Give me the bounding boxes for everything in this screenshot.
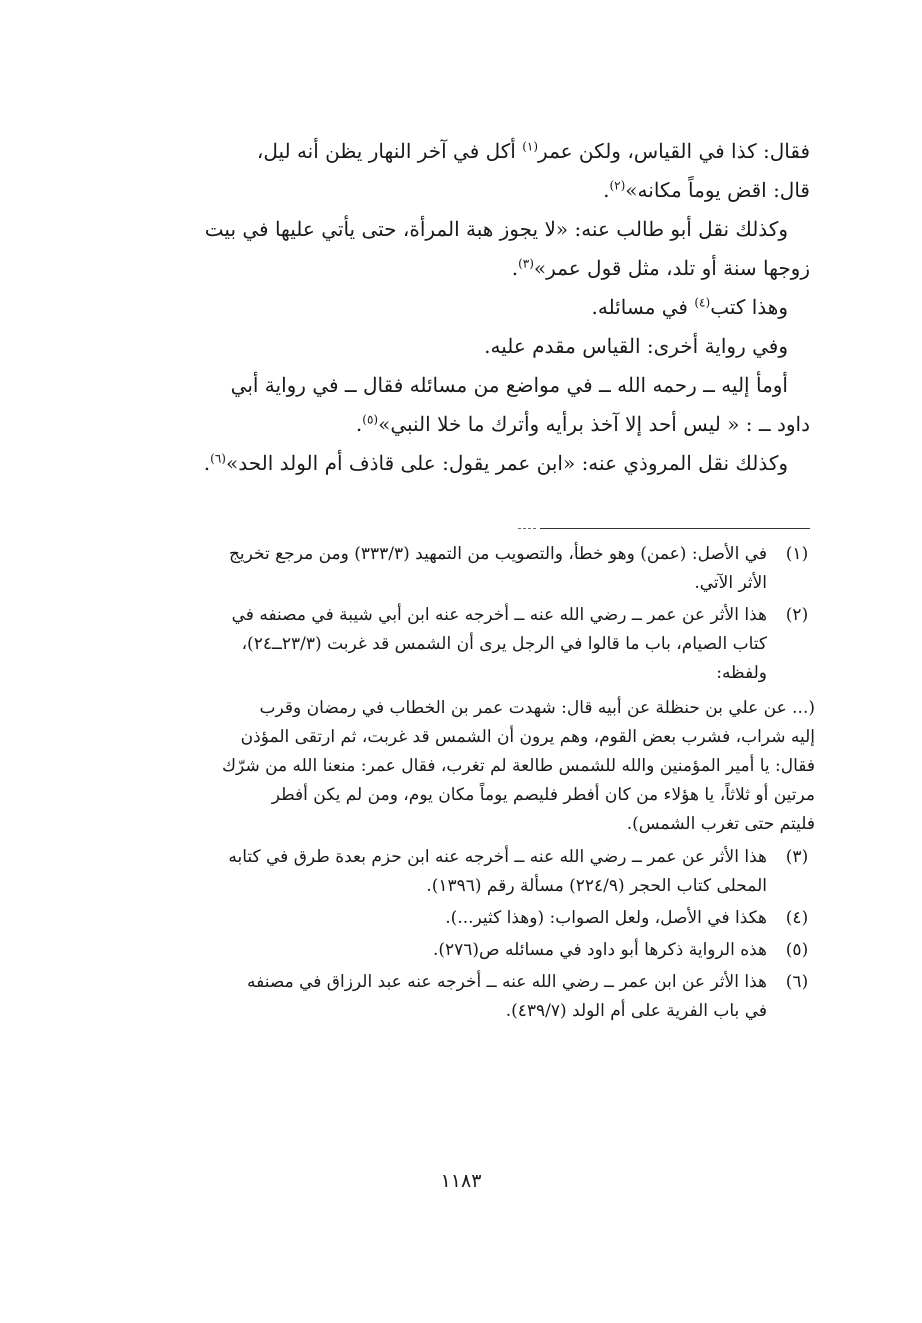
page-number: ١١٨٣ <box>440 1170 482 1192</box>
footnote-line: هذا الأثر عن ابن عمر ــ رضي الله عنه ــ أخرجه عنه عبد الرزاق في مصنفه <box>246 972 767 992</box>
main-line-7: أومأ إليه ــ رحمه الله ــ في مواضع من مسائله فقال ــ في رواية أبي <box>230 373 788 397</box>
footnote-line: في الأصل: (عمن) وهو خطأ، والتصويب من التمهيد (٣٣٣/٣) ومن مرجع تخريج <box>228 544 767 564</box>
footnote-separator-dash <box>518 528 536 529</box>
footnote-text <box>135 540 767 598</box>
footnote-text <box>135 936 767 965</box>
main-line-9: وكذلك نقل المروذي عنه: «ابن عمر يقول: على قاذف أم الولد الحد»$^{(٦)}$. <box>203 451 788 475</box>
footnotes-block <box>135 540 815 1029</box>
footnote-line: هكذا في الأصل، ولعل الصواب: (وهذا كثير...). <box>445 908 767 928</box>
footnote-number: (٦) <box>785 972 809 992</box>
main-line-5-part-a: وهذا كتب <box>710 295 788 319</box>
footnote-number: (٤) <box>785 908 809 928</box>
footnote-ref-1[interactable]: (١) <box>522 139 539 154</box>
main-text-block <box>130 132 810 483</box>
footnote-6 <box>135 968 815 1026</box>
main-line-1-part-b: أكل في آخر النهار يظن أنه ليل، <box>256 139 516 163</box>
footnote-number: (١) <box>785 544 809 564</box>
footnote-ref-2[interactable]: (٢) <box>609 178 626 193</box>
footnote-separator <box>540 528 810 529</box>
footnote-line: هذه الرواية ذكرها أبو داود في مسائله ص(٢٧٦). <box>432 940 767 960</box>
main-line-1 <box>130 132 810 171</box>
quote-line: إليه شراب، فشرب بعض القوم، وهم يرون أن الشمس قد غربت، ثم ارتقى المؤذن <box>240 727 815 747</box>
main-line-1-part-a: فقال: كذا في القياس، ولكن عمر <box>538 139 810 163</box>
main-line-5 <box>130 288 810 327</box>
footnote-number: (٢) <box>785 605 809 625</box>
main-line-3: وكذلك نقل أبو طالب عنه: «لا يجوز هبة المرأة، حتى يأتي عليها في بيت <box>204 217 788 241</box>
footnote-line: الأثر الآتي. <box>694 573 767 593</box>
footnote-2-quote <box>135 694 815 839</box>
footnote-text <box>135 968 767 1026</box>
footnote-ref-5[interactable]: (٥) <box>362 412 379 427</box>
footnote-text <box>135 904 767 933</box>
footnote-text <box>135 843 767 901</box>
footnote-text <box>135 601 767 688</box>
main-line-2: قال: اقض يوماً مكانه»$^{(٢)}$. <box>603 178 810 202</box>
footnote-ref-4[interactable]: (٤) <box>694 295 711 310</box>
footnote-line: المحلى كتاب الحجر (٢٢٤/٩) مسألة رقم (١٣٩٦). <box>426 876 767 896</box>
footnote-ref-6[interactable]: (٦) <box>210 451 226 466</box>
footnote-1 <box>135 540 815 598</box>
footnote-3 <box>135 843 815 901</box>
footnote-number: (٥) <box>785 940 809 960</box>
main-line-4-text: زوجها سنة أو تلد، مثل قول عمر» <box>533 256 810 280</box>
footnote-line: كتاب الصيام، باب ما قالوا في الرجل يرى أن الشمس قد غربت (٢٣/٣ــ٢٤)، <box>241 634 767 654</box>
footnote-line: ولفظه: <box>716 663 767 683</box>
main-line-4: زوجها سنة أو تلد، مثل قول عمر»$^{(٣)}$. <box>511 256 810 280</box>
main-line-9-text: وكذلك نقل المروذي عنه: «ابن عمر يقول: على قاذف أم الولد الحد» <box>225 451 788 475</box>
quote-line: فقال: يا أمير المؤمنين والله للشمس طالعة لم تغرب، فقال عمر: منعنا الله من شرّك <box>222 756 815 776</box>
footnote-2 <box>135 601 815 688</box>
footnote-4 <box>135 904 815 933</box>
quote-line: مرتين أو ثلاثاً، يا هؤلاء من كان أفطر فليصم يوماً مكان يوم، ومن لم يكن أفطر <box>271 785 815 805</box>
footnote-ref-3[interactable]: (٣) <box>518 256 534 271</box>
main-line-5-part-b: في مسائله. <box>591 295 688 319</box>
footnote-5 <box>135 936 815 965</box>
quote-line: فليتم حتى تغرب الشمس). <box>626 814 815 834</box>
footnote-line: هذا الأثر عن عمر ــ رضي الله عنه ــ أخرجه عنه ابن حزم بعدة طرق في كتابه <box>228 847 767 867</box>
footnote-line: في باب الفرية على أم الولد (٤٣٩/٧). <box>505 1001 767 1021</box>
main-line-8: داود ــ : « ليس أحد إلا آخذ برأيه وأترك ما خلا النبي»$^{(٥)}$. <box>355 412 810 436</box>
main-line-6: وفي رواية أخرى: القياس مقدم عليه. <box>484 334 788 358</box>
main-line-2-text: قال: اقض يوماً مكانه» <box>625 178 810 202</box>
footnote-line: هذا الأثر عن عمر ــ رضي الله عنه ــ أخرجه عنه ابن أبي شيبة في مصنفه في <box>231 605 767 625</box>
main-line-8-text: داود ــ : « ليس أحد إلا آخذ برأيه وأترك ما خلا النبي» <box>378 412 810 436</box>
footnote-number: (٣) <box>785 847 809 867</box>
quote-line: (... عن علي بن حنظلة عن أبيه قال: شهدت عمر بن الخطاب في رمضان وقرب <box>259 698 815 718</box>
